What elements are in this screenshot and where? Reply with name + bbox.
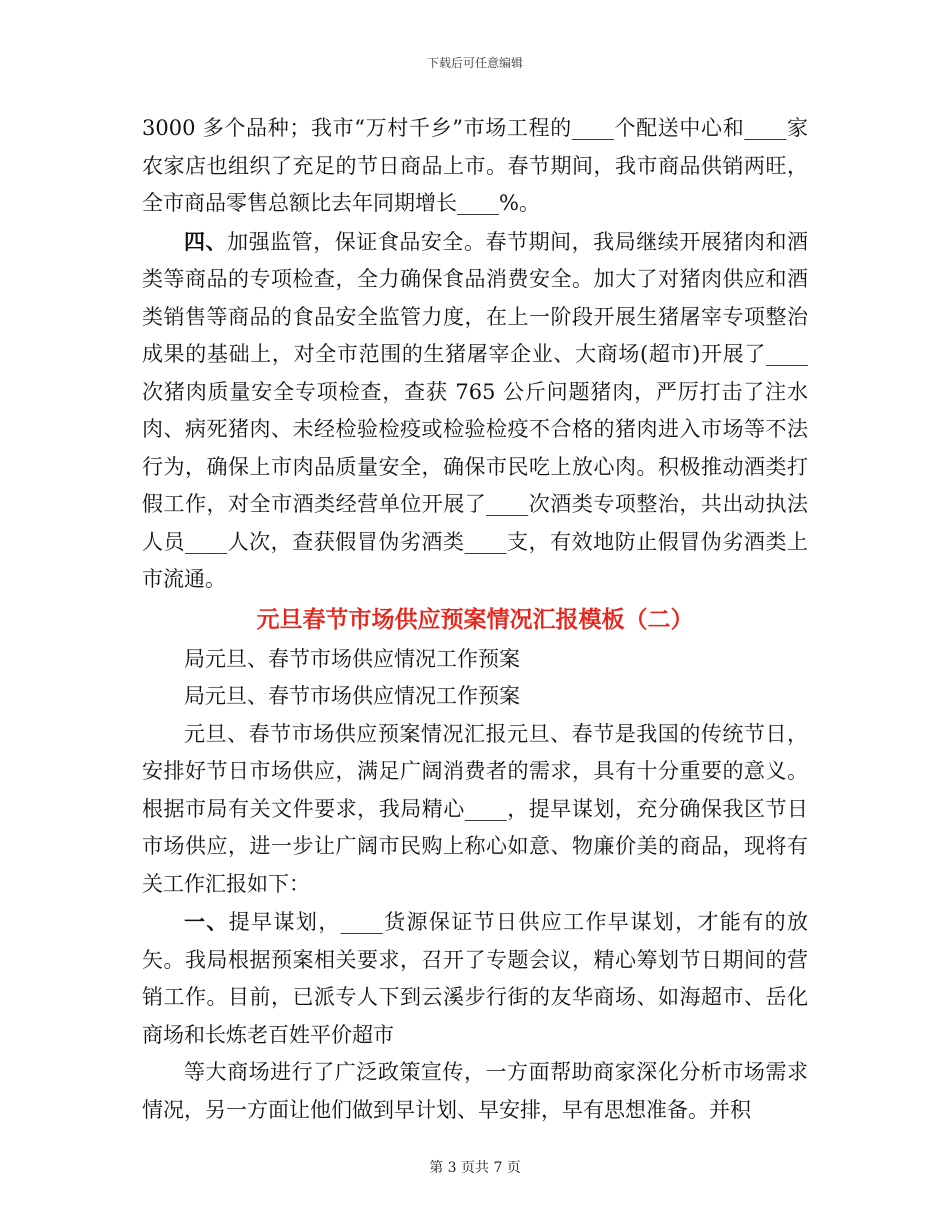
paragraph-early-planning bbox=[142, 903, 808, 1054]
paragraph-plan-name-1: 局元旦、春节市场供应情况工作预案 bbox=[184, 646, 520, 671]
paragraph-introduction: 元旦、春节市场供应预案情况汇报元旦、春节是我国的传统节日，安排好节日市场供应，满足广阔消费者的需求，具有十分重要的意义。根据市局有关文件要求，我局精心____，提早谋划，充分确保我区节日市场供应，进一步让广阔市民购上称心如意、物廉价美的商品，现将有关工作汇报如下： bbox=[142, 721, 808, 896]
page-footer: 第 3 页共 7 页 bbox=[429, 1160, 521, 1176]
paragraph-policy-promotion: 等大商场进行了广泛政策宣传，一方面帮助商家深化分析市场需求情况，另一方面让他们做到早计划、早安排，早有思想准备。并积 bbox=[142, 1060, 808, 1122]
paragraph-early-planning-text: 提早谋划，____货源保证节日供应工作早谋划，才能有的放矢。我局根据预案相关要求，召开了专题会议，精心筹划节日期间的营销工作。目前，已派专人下到云溪步行街的友华商场、如海超市、岳化商场和长炼老百姓平价超市 bbox=[142, 910, 809, 1047]
section-title: 元旦春节市场供应预案情况汇报模板（二） bbox=[256, 605, 694, 633]
document-body bbox=[142, 110, 808, 1129]
paragraph-food-safety bbox=[142, 223, 808, 599]
section-number-one: 一、 bbox=[184, 909, 229, 934]
section-number-four: 四、 bbox=[184, 228, 228, 254]
page-header: 下载后可任意编辑 bbox=[426, 56, 523, 70]
paragraph-product-supply: 3000 多个品种；我市“万村千乡”市场工程的____个配送中心和____家农家店也组织了充足的节日商品上市。春节期间，我市商品供销两旺，全市商品零售总额比去年同期增长____%。 bbox=[142, 116, 808, 215]
paragraph-plan-name-2: 局元旦、春节市场供应情况工作预案 bbox=[184, 684, 520, 708]
paragraph-food-safety-text: 加强监管，保证食品安全。春节期间，我局继续开展猪肉和酒类等商品的专项检查，全力确保食品消费安全。加大了对猪肉供应和酒类销售等商品的食品安全监管力度，在上一阶段开展生猪屠宰专项整治成果的基础上，对全市范围的生猪屠宰企业、大商场(超市)开展了____次猪肉质量安全专项检查，查获 765 公斤问题猪肉，严厉打击了注水肉、病死猪肉、未经检验检疫或检验检疫不合格的猪肉进入市场等不法行为，确保上市肉品质量安全，确保市民吃上放心肉。积极推动酒类打假工作，对全市酒类经营单位开展了____次酒类专项整治，共出动执法人员____人次，查获假冒伪劣酒类____支，有效地防止假冒伪劣酒类上市流通。 bbox=[142, 229, 809, 591]
